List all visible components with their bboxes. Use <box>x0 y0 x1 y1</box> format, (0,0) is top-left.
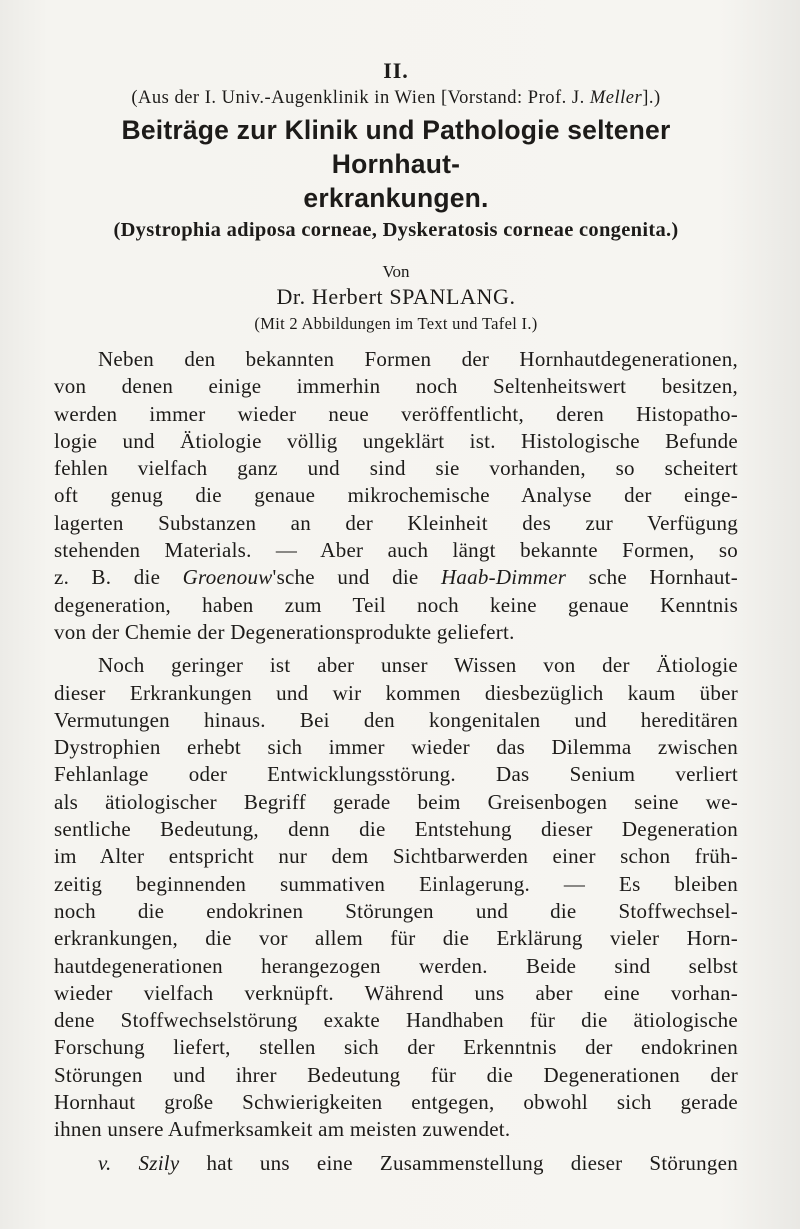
paragraph-1 <box>54 346 738 646</box>
text-line: Vermutungen hinaus. Bei den kongenitalen und hereditären <box>54 707 738 732</box>
text-line: lagerten Substanzen an der Kleinheit des zur Verfügung <box>54 510 738 535</box>
text-line: Fehlanlage oder Entwicklungsstörung. Das Senium verliert <box>54 762 738 787</box>
text-line: Forschung liefert, stellen sich der Erkenntnis der endokrinen <box>54 1035 738 1060</box>
illustrations-note: (Mit 2 Abbildungen im Text und Tafel I.) <box>254 314 538 333</box>
text-fragment: z. B. die <box>54 565 183 590</box>
text-line: erkrankungen, die vor allem für die Erklärung vieler Horn- <box>54 926 738 951</box>
text-line: als ätiologischer Begriff gerade beim Greisenbogen seine we- <box>54 789 738 814</box>
text-line: degeneration, haben zum Teil noch keine genaue Kenntnis <box>54 592 738 617</box>
section-number: II. <box>383 58 409 83</box>
source-prefix: (Aus der I. Univ.-Augenklinik in Wien [Vorstand: Prof. J. <box>131 88 590 108</box>
byline-von: Von <box>382 262 410 281</box>
text-line: noch die endokrinen Störungen und die Stoffwechsel- <box>54 898 738 923</box>
text-line: sentliche Bedeutung, denn die Entstehung dieser Degeneration <box>54 817 738 842</box>
title-line-1: Beiträge zur Klinik und Pathologie seltener Hornhaut- <box>121 115 671 179</box>
text-line: werden immer wieder neue veröffentlicht, deren Histopatho- <box>54 401 738 426</box>
text-line: zeitig beginnenden summativen Einlagerung. — Es bleiben <box>54 871 738 896</box>
source-line <box>54 88 738 109</box>
text-line: im Alter entspricht nur dem Sichtbarwerden einer schon früh- <box>54 844 738 869</box>
article-title <box>54 113 738 215</box>
text-line: oft genug die genaue mikrochemische Analyse der einge- <box>54 483 738 508</box>
text-line: Dystrophien erhebt sich immer wieder das Dilemma zwischen <box>54 735 738 760</box>
source-suffix: ].) <box>642 88 661 108</box>
text-line: fehlen vielfach ganz und sind sie vorhanden, so scheitert <box>54 456 738 481</box>
text-line: Noch geringer ist aber unser Wissen von der Ätiologie <box>98 653 738 678</box>
text-line: wieder vielfach verknüpft. Während uns aber eine vorhan- <box>54 980 738 1005</box>
cited-name-groenouw: Groenouw <box>182 565 273 590</box>
text-fragment: 'sche und die <box>272 565 441 590</box>
body-text <box>54 346 738 1177</box>
article-subtitle: (Dystrophia adiposa corneae, Dyskeratosis corneae congenita.) <box>113 219 679 241</box>
text-line: von der Chemie der Degenerationsprodukte geliefert. <box>54 619 515 644</box>
author-name: Dr. Herbert SPANLANG. <box>276 284 516 309</box>
text-line: von denen einige immerhin noch Seltenheitswert besitzen, <box>54 374 738 399</box>
text-line: dene Stoffwechselstörung exakte Handhaben für die ätiologische <box>54 1008 738 1033</box>
paragraph-3 <box>54 1150 738 1177</box>
text-line: dieser Erkrankungen und wir kommen diesbezüglich kaum über <box>54 680 738 705</box>
text-line: hautdegenerationen herangezogen werden. Beide sind selbst <box>54 953 738 978</box>
cited-name-haab-dimmer: Haab-Dimmer <box>440 565 567 590</box>
text-line-with-names <box>54 564 738 591</box>
text-line: Hornhaut große Schwierigkeiten entgegen, obwohl sich gerade <box>54 1090 738 1115</box>
paragraph-2 <box>54 652 738 1143</box>
text-line <box>54 1150 738 1177</box>
text-line: Störungen und ihrer Bedeutung für die Degenerationen der <box>54 1062 738 1087</box>
text-line: Neben den bekannten Formen der Hornhautdegenerationen, <box>98 347 738 371</box>
source-name: Meller <box>589 88 643 108</box>
text-line: ihnen unsere Aufmerksamkeit am meisten zuwendet. <box>54 1117 511 1142</box>
title-line-2: erkrankungen. <box>303 183 489 213</box>
text-line: logie und Ätiologie völlig ungeklärt ist. Histologische Befunde <box>54 428 738 453</box>
text-fragment: hat uns eine Zusammenstellung dieser Störungen <box>179 1150 738 1175</box>
text-line: stehenden Materials. — Aber auch längt bekannte Formen, so <box>54 538 738 563</box>
text-fragment: sche Hornhaut- <box>566 565 738 590</box>
cited-name-szily: v. Szily <box>98 1150 180 1175</box>
